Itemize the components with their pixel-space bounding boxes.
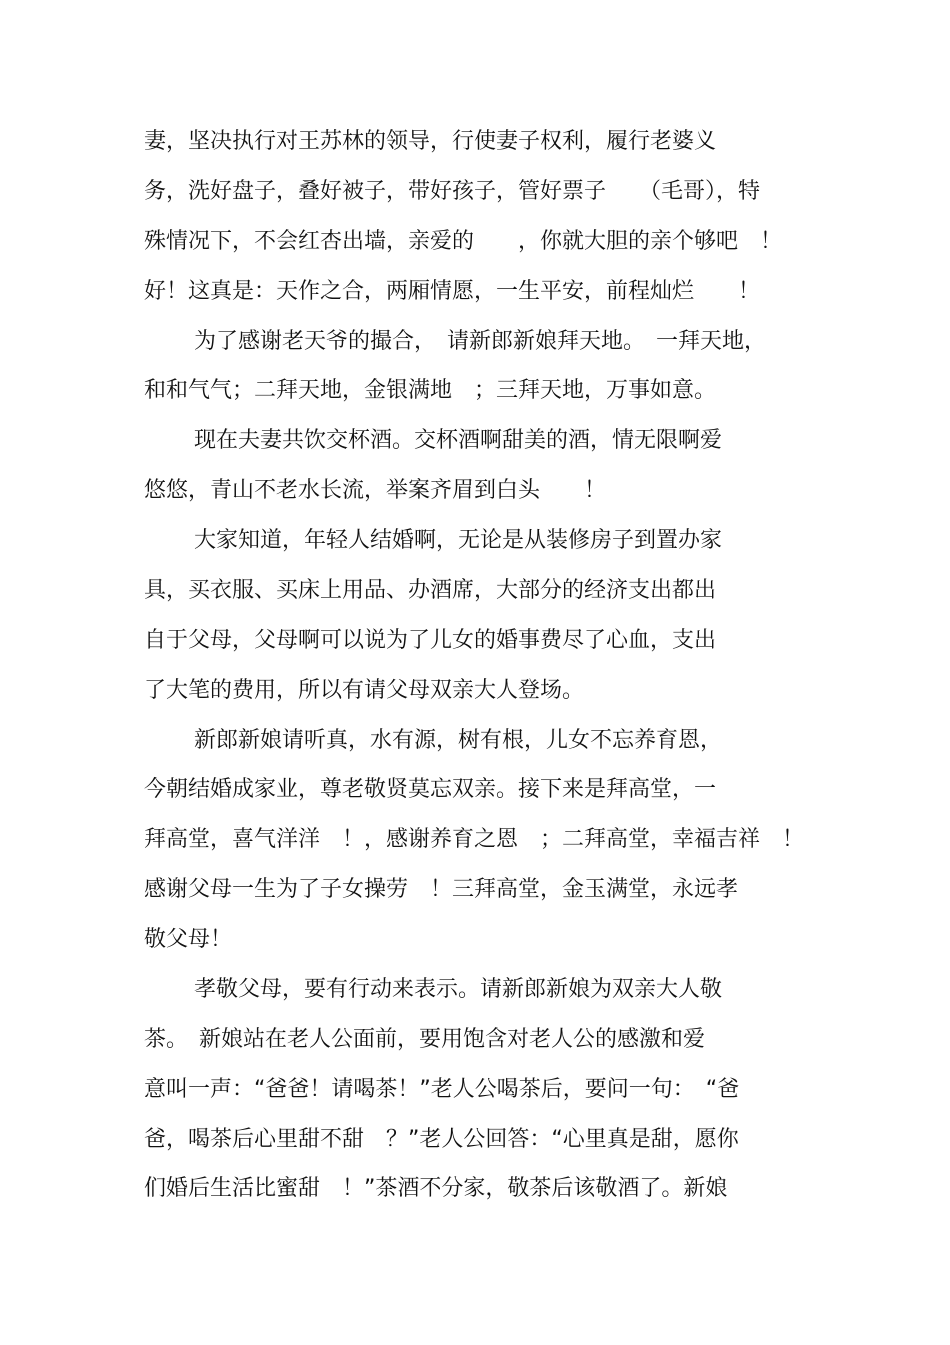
text-line: 殊情况下，不会红杏出墙，亲爱的 ，你就大胆的亲个够吧 ！: [144, 229, 783, 254]
text-line: 和和气气；二拜天地，金银满地 ；三拜天地，万事如意。: [144, 378, 717, 403]
text-line: 悠悠，青山不老水长流，举案齐眉到白头 ！: [144, 478, 607, 503]
text-line: 务，洗好盘子，叠好被子，带好孩子，管好票子 （毛哥），特: [144, 179, 761, 204]
paragraph-first-line: 孝敬父母，要有行动来表示。请新郎新娘为双亲大人敬: [194, 977, 723, 1002]
text-line: 妻，坚决执行对王苏林的领导，行使妻子权利，履行老婆义: [144, 129, 717, 154]
text-line: 意叫一声：“爸爸！请喝茶！”老人公喝茶后，要问一句： “爸: [144, 1077, 740, 1102]
text-line: 感谢父母一生为了子女操劳 ！三拜高堂，金玉满堂，永远孝: [144, 877, 739, 902]
text-line: 今朝结婚成家业，尊老敬贤莫忘双亲。接下来是拜高堂，一: [144, 777, 717, 802]
text-line: 了大笔的费用，所以有请父母双亲大人登场。: [144, 678, 585, 703]
text-line: 好！这真是：天作之合，两厢情愿，一生平安，前程灿烂 ！: [144, 279, 761, 304]
text-line: 自于父母，父母啊可以说为了儿女的婚事费尽了心血，支出: [144, 628, 717, 653]
text-line: 具，买衣服、买床上用品、办酒席，大部分的经济支出都出: [144, 578, 717, 603]
paragraph-first-line: 新郎新娘请听真，水有源，树有根，儿女不忘养育恩，: [194, 728, 723, 753]
paragraph-first-line: 现在夫妻共饮交杯酒。交杯酒啊甜美的酒，情无限啊爱: [194, 428, 723, 453]
paragraph-first-line: 大家知道，年轻人结婚啊，无论是从装修房子到置办家: [194, 528, 723, 553]
text-line: 爸，喝茶后心里甜不甜 ？”老人公回答：“心里真是甜，愿你: [144, 1127, 739, 1152]
text-line: 敬父母！: [144, 927, 233, 952]
text-line: 们婚后生活比蜜甜 ！”茶酒不分家，敬茶后该敬酒了。新娘: [144, 1176, 728, 1201]
paragraph-first-line: 为了感谢老天爷的撮合， 请新郎新娘拜天地。 一拜天地，: [194, 329, 767, 354]
text-line: 茶。 新娘站在老人公面前，要用饱含对老人公的感激和爱: [144, 1027, 706, 1052]
text-line: 拜高堂，喜气洋洋 ！，感谢养育之恩 ；二拜高堂，幸福吉祥 ！: [144, 827, 805, 852]
